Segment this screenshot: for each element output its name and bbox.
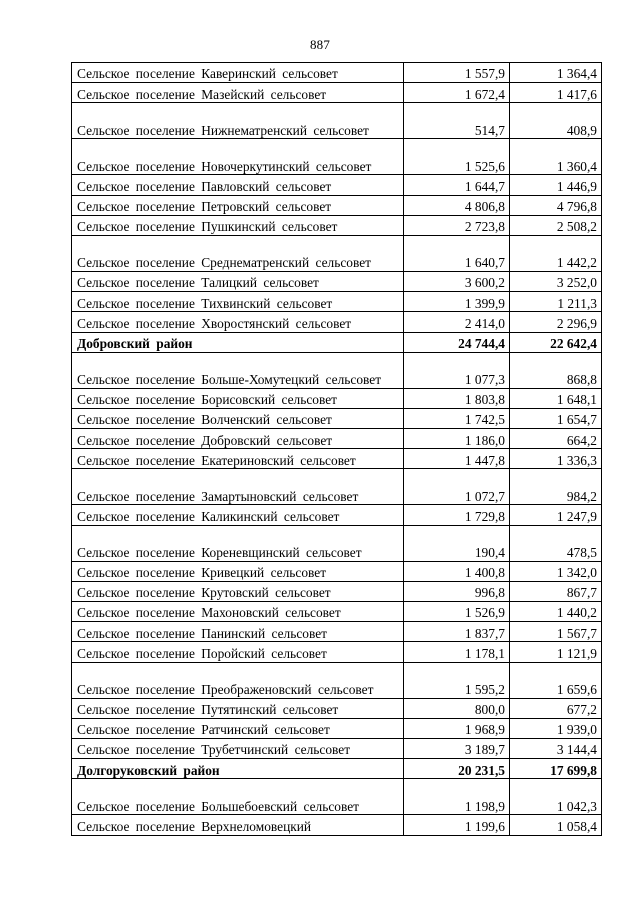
value-cell-2: 2 296,9: [510, 312, 602, 332]
value-cell-2: 867,7: [510, 581, 602, 601]
value-cell-2: 984,2: [510, 469, 602, 505]
value-cell-2: 1 058,4: [510, 815, 602, 835]
settlement-name-cell: Сельское поселение Махоновский сельсовет: [72, 602, 404, 622]
value-cell-2: 478,5: [510, 525, 602, 561]
value-cell-1: 800,0: [404, 698, 510, 718]
table-row: [72, 738, 602, 758]
value-cell-1: 2 723,8: [404, 215, 510, 235]
value-cell-2: 1 440,2: [510, 602, 602, 622]
table-row: [72, 175, 602, 195]
value-cell-2: 2 508,2: [510, 215, 602, 235]
value-cell-2: 1 659,6: [510, 662, 602, 698]
table-row: [72, 561, 602, 581]
value-cell-2: 1 654,7: [510, 408, 602, 428]
settlement-name-cell: Сельское поселение Петровский сельсовет: [72, 195, 404, 215]
value-cell-1: 4 806,8: [404, 195, 510, 215]
value-cell-2: 22 642,4: [510, 332, 602, 352]
table-row: [72, 469, 602, 505]
value-cell-2: 1 342,0: [510, 561, 602, 581]
settlement-name-cell: Сельское поселение Ратчинский сельсовет: [72, 718, 404, 738]
value-cell-1: 3 189,7: [404, 738, 510, 758]
settlement-name-cell: Сельское поселение Добровский сельсовет: [72, 429, 404, 449]
value-cell-1: 1 525,6: [404, 139, 510, 175]
value-cell-2: 17 699,8: [510, 759, 602, 779]
settlement-name-cell: Сельское поселение Екатериновский сельсовет: [72, 449, 404, 469]
table-row: [72, 602, 602, 622]
value-cell-1: 1 968,9: [404, 718, 510, 738]
table-row: [72, 525, 602, 561]
settlement-name-cell: Сельское поселение Кореневщинский сельсовет: [72, 525, 404, 561]
district-total-row: [72, 759, 602, 779]
settlement-name-cell: Сельское поселение Кривецкий сельсовет: [72, 561, 404, 581]
settlement-name-cell: Сельское поселение Борисовский сельсовет: [72, 388, 404, 408]
value-cell-2: 1 417,6: [510, 83, 602, 103]
table-row: [72, 662, 602, 698]
value-cell-2: 1 446,9: [510, 175, 602, 195]
settlement-name-cell: Сельское поселение Панинский сельсовет: [72, 622, 404, 642]
value-cell-2: 1 042,3: [510, 779, 602, 815]
value-cell-2: 4 796,8: [510, 195, 602, 215]
table-row: [72, 63, 602, 83]
value-cell-1: 190,4: [404, 525, 510, 561]
value-cell-2: 1 121,9: [510, 642, 602, 662]
table-row: [72, 581, 602, 601]
value-cell-1: 1 640,7: [404, 235, 510, 271]
settlement-name-cell: Сельское поселение Каликинский сельсовет: [72, 505, 404, 525]
value-cell-2: 1 360,4: [510, 139, 602, 175]
value-cell-1: 1 447,8: [404, 449, 510, 469]
value-cell-1: 2 414,0: [404, 312, 510, 332]
settlement-name-cell: Сельское поселение Крутовский сельсовет: [72, 581, 404, 601]
table-body: [72, 63, 602, 836]
settlement-name-cell: Сельское поселение Тихвинский сельсовет: [72, 292, 404, 312]
district-total-row: [72, 332, 602, 352]
table-row: [72, 718, 602, 738]
settlement-name-cell: Сельское поселение Новочеркутинский сельсовет: [72, 139, 404, 175]
settlement-name-cell: Сельское поселение Павловский сельсовет: [72, 175, 404, 195]
table-row: [72, 83, 602, 103]
settlement-name-cell: Сельское поселение Пушкинский сельсовет: [72, 215, 404, 235]
district-name-cell: Долгоруковский район: [72, 759, 404, 779]
table-row: [72, 815, 602, 835]
settlement-name-cell: Сельское поселение Талицкий сельсовет: [72, 271, 404, 291]
table-row: [72, 292, 602, 312]
settlement-name-cell: Сельское поселение Мазейский сельсовет: [72, 83, 404, 103]
value-cell-1: 1 198,9: [404, 779, 510, 815]
table-row: [72, 449, 602, 469]
value-cell-1: 3 600,2: [404, 271, 510, 291]
settlement-name-cell: Сельское поселение Волченский сельсовет: [72, 408, 404, 428]
value-cell-2: 3 252,0: [510, 271, 602, 291]
value-cell-1: 996,8: [404, 581, 510, 601]
value-cell-1: 1 557,9: [404, 63, 510, 83]
table-row: [72, 103, 602, 139]
value-cell-1: 514,7: [404, 103, 510, 139]
page-number: 887: [309, 37, 331, 52]
value-cell-1: 1 672,4: [404, 83, 510, 103]
value-cell-1: 1 400,8: [404, 561, 510, 581]
value-cell-2: 1 364,4: [510, 63, 602, 83]
settlement-name-cell: Сельское поселение Хворостянский сельсовет: [72, 312, 404, 332]
value-cell-1: 1 837,7: [404, 622, 510, 642]
value-cell-1: 1 644,7: [404, 175, 510, 195]
budget-table: [71, 62, 602, 836]
table-row: [72, 312, 602, 332]
value-cell-1: 1 199,6: [404, 815, 510, 835]
table-row: [72, 271, 602, 291]
value-cell-1: 20 231,5: [404, 759, 510, 779]
value-cell-1: 1 595,2: [404, 662, 510, 698]
settlement-name-cell: Сельское поселение Нижнематренский сельсовет: [72, 103, 404, 139]
value-cell-1: 1 072,7: [404, 469, 510, 505]
value-cell-2: 1 336,3: [510, 449, 602, 469]
table-row: [72, 779, 602, 815]
value-cell-1: 1 399,9: [404, 292, 510, 312]
value-cell-2: 664,2: [510, 429, 602, 449]
table-row: [72, 352, 602, 388]
value-cell-2: 677,2: [510, 698, 602, 718]
value-cell-1: 1 178,1: [404, 642, 510, 662]
table-row: [72, 642, 602, 662]
value-cell-2: 408,9: [510, 103, 602, 139]
settlement-name-cell: Сельское поселение Путятинский сельсовет: [72, 698, 404, 718]
value-cell-2: 3 144,4: [510, 738, 602, 758]
settlement-name-cell: Сельское поселение Преображеновский сельсовет: [72, 662, 404, 698]
table-row: [72, 505, 602, 525]
value-cell-1: 1 186,0: [404, 429, 510, 449]
table-row: [72, 139, 602, 175]
table-row: [72, 195, 602, 215]
value-cell-1: 1 803,8: [404, 388, 510, 408]
settlement-name-cell: Сельское поселение Трубетчинский сельсовет: [72, 738, 404, 758]
settlement-name-cell: Сельское поселение Большебоевский сельсовет: [72, 779, 404, 815]
settlement-name-cell: Сельское поселение Верхнеломовецкий: [72, 815, 404, 835]
value-cell-2: 1 567,7: [510, 622, 602, 642]
value-cell-1: 1 729,8: [404, 505, 510, 525]
table-row: [72, 215, 602, 235]
table-row: [72, 698, 602, 718]
value-cell-1: 1 526,9: [404, 602, 510, 622]
value-cell-2: 1 442,2: [510, 235, 602, 271]
value-cell-1: 1 742,5: [404, 408, 510, 428]
value-cell-1: 24 744,4: [404, 332, 510, 352]
value-cell-1: 1 077,3: [404, 352, 510, 388]
value-cell-2: 1 211,3: [510, 292, 602, 312]
settlement-name-cell: Сельское поселение Замартыновский сельсовет: [72, 469, 404, 505]
table-row: [72, 622, 602, 642]
settlement-name-cell: Сельское поселение Поройский сельсовет: [72, 642, 404, 662]
table-row: [72, 388, 602, 408]
table-row: [72, 429, 602, 449]
settlement-name-cell: Сельское поселение Каверинский сельсовет: [72, 63, 404, 83]
value-cell-2: 868,8: [510, 352, 602, 388]
table-row: [72, 408, 602, 428]
value-cell-2: 1 648,1: [510, 388, 602, 408]
table-row: [72, 235, 602, 271]
settlement-name-cell: Сельское поселение Больше-Хомутецкий сельсовет: [72, 352, 404, 388]
district-name-cell: Добровский район: [72, 332, 404, 352]
value-cell-2: 1 939,0: [510, 718, 602, 738]
value-cell-2: 1 247,9: [510, 505, 602, 525]
settlement-name-cell: Сельское поселение Среднематренский сельсовет: [72, 235, 404, 271]
